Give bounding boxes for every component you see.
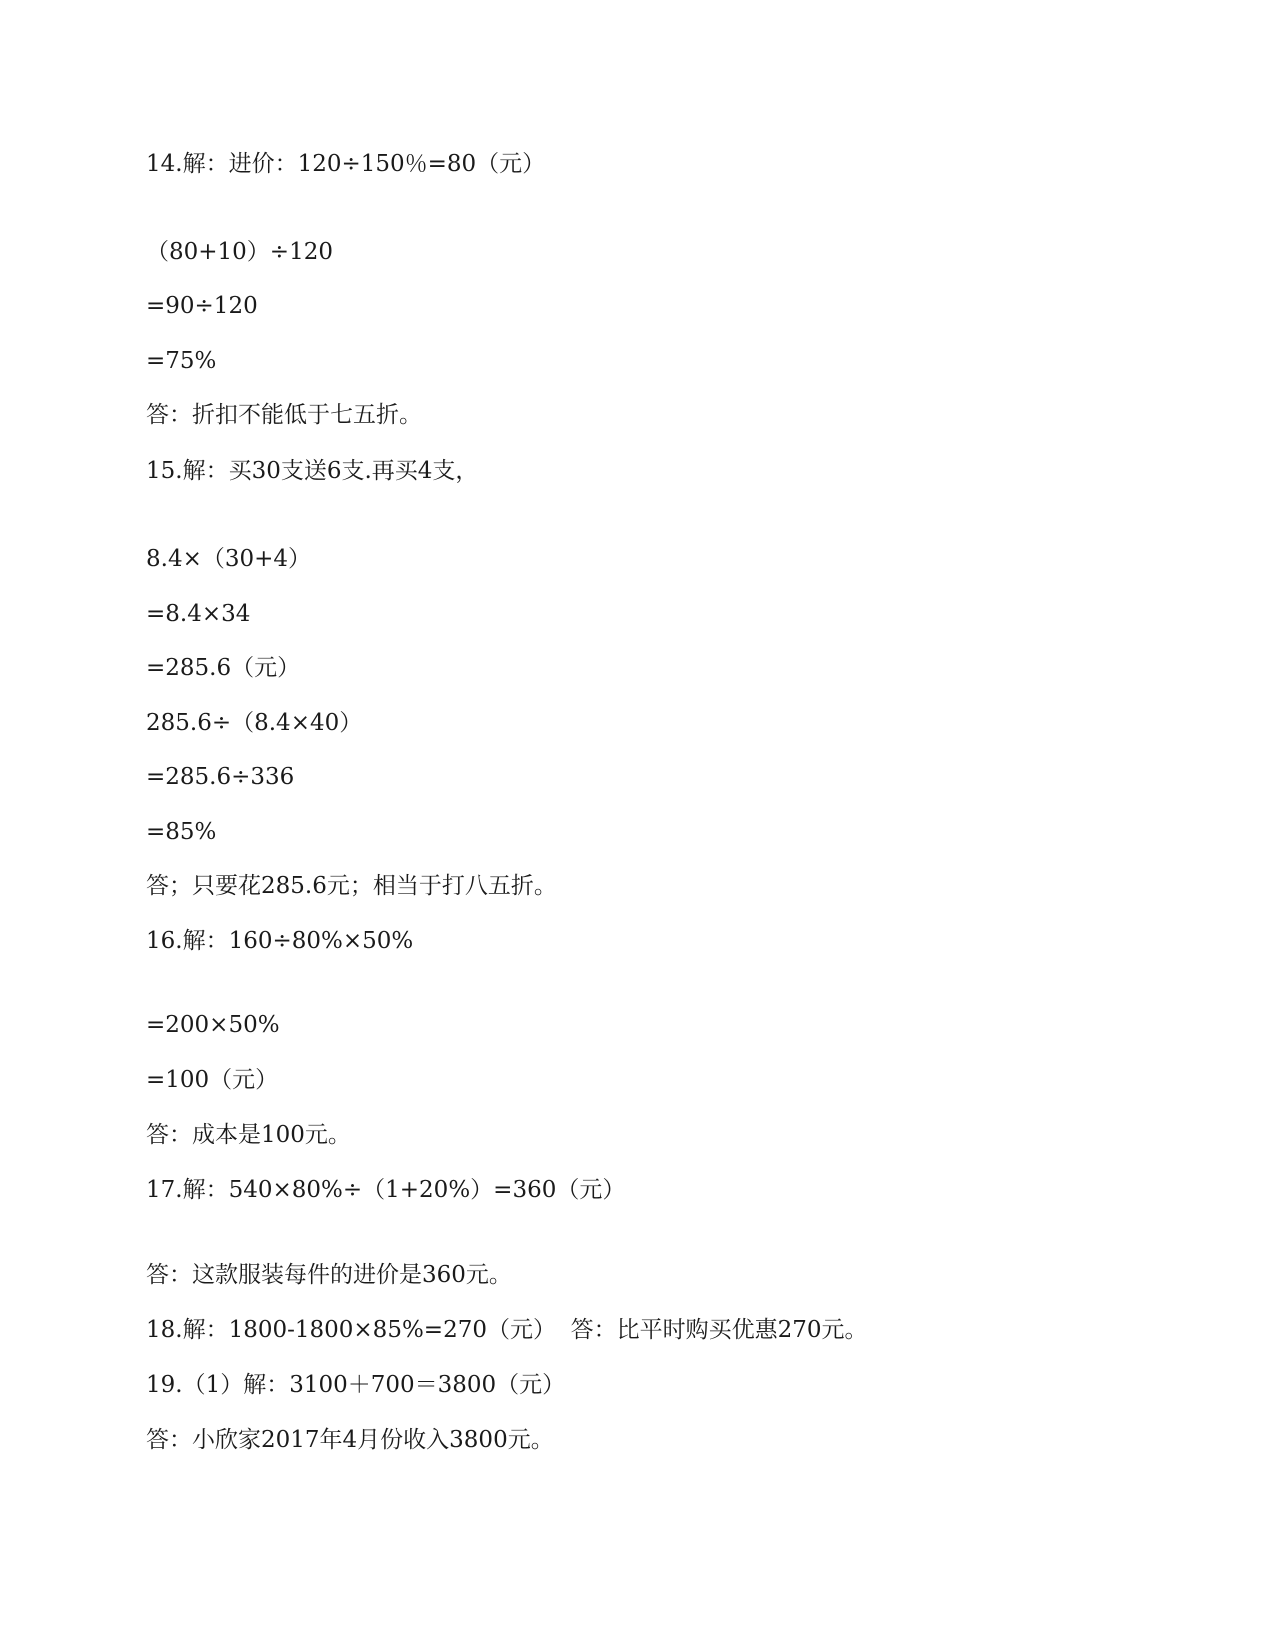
answer-15-line-3: =8.4×34 <box>146 601 251 627</box>
answer-15-line-5: 285.6÷（8.4×40） <box>146 710 363 736</box>
answer-15-line-4: =285.6（元） <box>146 655 301 681</box>
answer-18-line: 18.解：1800-1800×85%=270（元） 答：比平时购买优惠270元。 <box>146 1317 868 1343</box>
answer-17-conclusion: 答：这款服装每件的进价是360元。 <box>146 1262 512 1288</box>
answer-19-conclusion: 答：小欣家2017年4月份收入3800元。 <box>146 1427 554 1453</box>
answer-15-line-6: =285.6÷336 <box>146 764 295 790</box>
answer-16-line-1: 16.解：160÷80%×50% <box>146 928 414 954</box>
answer-17-line-1: 17.解：540×80%÷（1+20%）=360（元） <box>146 1177 626 1203</box>
answer-14-line-3: =90÷120 <box>146 293 258 319</box>
answer-14-conclusion: 答：折扣不能低于七五折。 <box>146 402 422 428</box>
answer-15-line-2: 8.4×（30+4） <box>146 546 312 572</box>
answer-16-line-2: =200×50% <box>146 1012 280 1038</box>
answer-14-line-2: （80+10）÷120 <box>146 239 333 265</box>
answer-15-line-7: =85% <box>146 819 217 845</box>
answer-15-line-1: 15.解：买30支送6支.再买4支， <box>146 458 479 484</box>
answer-19-line-1: 19.（1）解：3100＋700＝3800（元） <box>146 1372 566 1398</box>
answer-16-conclusion: 答：成本是100元。 <box>146 1122 351 1148</box>
answer-14-line-4: =75% <box>146 348 217 374</box>
answer-15-conclusion: 答；只要花285.6元；相当于打八五折。 <box>146 873 557 899</box>
answer-14-line-1: 14.解：进价：120÷150％=80（元） <box>146 151 546 177</box>
answer-16-line-3: =100（元） <box>146 1067 279 1093</box>
